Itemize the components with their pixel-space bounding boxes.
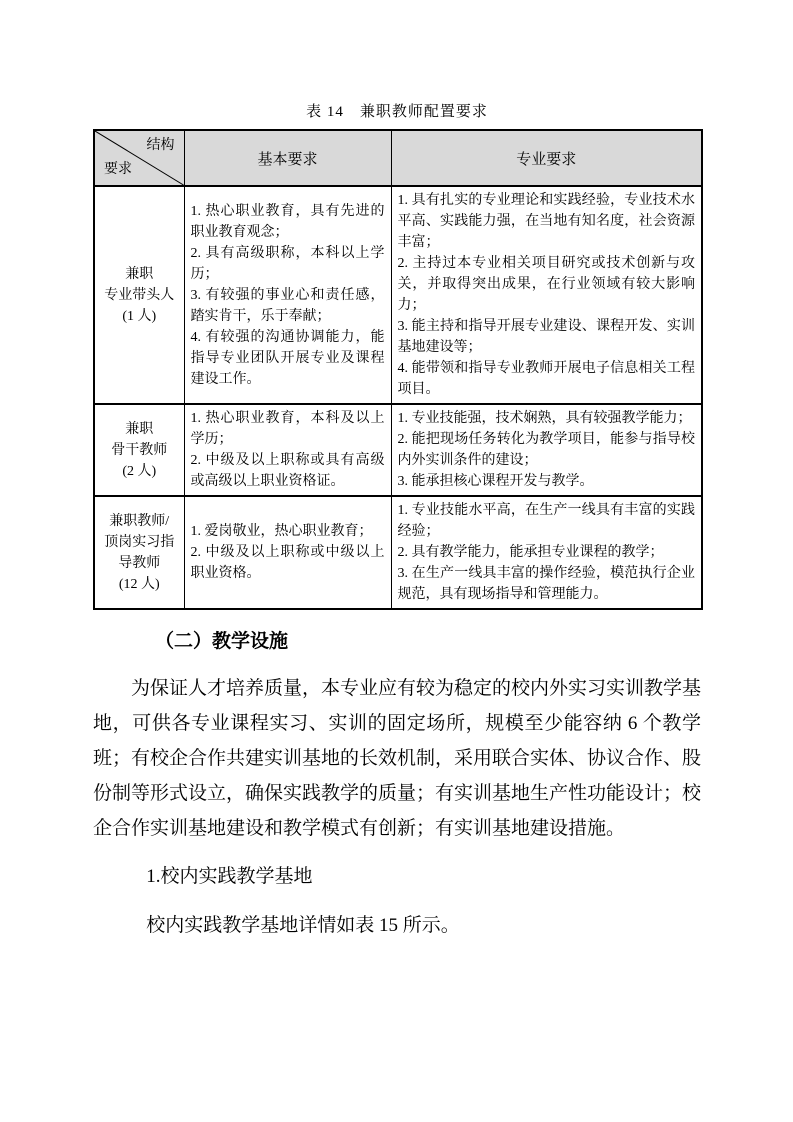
requirement-item: 2. 能把现场任务转化为教学项目，能参与指导校内外实训条件的建设；	[397, 432, 695, 468]
requirement-item: 1. 具有扎实的专业理论和实践经验，专业技术水平高、实践能力强，在当地有知名度，社会资源丰富；	[397, 193, 695, 250]
role-line: 兼职	[125, 421, 154, 437]
basic-requirements-cell	[184, 496, 391, 609]
role-line: 兼职教师/	[109, 513, 170, 529]
professional-requirements-cell	[391, 496, 702, 609]
column-header-basic-requirements: 基本要求	[184, 130, 391, 186]
requirement-item: 2. 具有教学能力，能承担专业课程的教学；	[397, 545, 664, 560]
role-line: 专业带头人	[104, 287, 175, 303]
requirement-item: 3. 在生产一线具丰富的操作经验，模范执行企业规范，具有现场指导和管理能力。	[397, 566, 695, 602]
role-line: (2 人)	[122, 463, 157, 479]
table-header-row	[94, 130, 702, 186]
requirement-item: 1. 专业技能水平高，在生产一线具有丰富的实践经验；	[397, 503, 695, 539]
requirement-item: 2. 具有高级职称，本科以上学历；	[190, 245, 385, 282]
requirement-item: 2. 中级及以上职称或中级以上职业资格。	[190, 545, 385, 581]
role-cell	[94, 404, 184, 496]
requirement-item: 1. 专业技能强，技术娴熟，具有较强教学能力；	[397, 411, 692, 426]
role-line: 骨干教师	[111, 442, 168, 458]
requirement-item: 4. 能带领和指导专业教师开展电子信息相关工程项目。	[397, 361, 695, 397]
table-caption: 表 14 兼职教师配置要求	[306, 104, 488, 120]
body-paragraph: 为保证人才培养质量，本专业应有较为稳定的校内外实习实训教学基地，可供各专业课程实习、实训的固定场所，规模至少能容纳 6 个教学班；有校企合作共建实训基地的长效机制，采用联合实体、协议合作、股份制等形式设立，确保实践教学的质量；有实训基地生产性功能设计；校企合作实训基地建设和教学模式有创新；有实训基地建设措施。	[93, 678, 702, 839]
requirement-item: 2. 主持过本专业相关项目研究或技术创新与攻关，并取得突出成果，在行业领域有较大影响力；	[397, 256, 695, 313]
role-line: 兼职	[125, 266, 154, 282]
sub-item-heading: 1.校内实践教学基地	[146, 866, 313, 887]
closing-line: 校内实践教学基地详情如表 15 所示。	[146, 915, 460, 936]
professional-requirements-cell	[391, 404, 702, 496]
parttime-teacher-requirements-table	[93, 129, 703, 610]
role-cell	[94, 186, 184, 404]
role-line: 顶岗实习指	[104, 534, 175, 550]
requirement-item: 1. 爱岗敬业，热心职业教育；	[190, 524, 373, 539]
basic-requirements-cell	[184, 186, 391, 404]
table-row	[94, 404, 702, 496]
corner-label-structure: 结构	[146, 138, 175, 153]
requirement-item: 2. 中级及以上职称或具有高级或高级以上职业资格证。	[190, 453, 385, 489]
requirement-item: 3. 能承担核心课程开发与教学。	[397, 474, 594, 489]
professional-requirements-cell	[391, 186, 702, 404]
requirement-item: 3. 有较强的事业心和责任感，踏实肯干，乐于奉献；	[190, 287, 385, 324]
role-cell	[94, 496, 184, 609]
role-line: (1 人)	[122, 308, 157, 324]
requirement-item: 3. 能主持和指导开展专业建设、课程开发、实训基地建设等；	[397, 319, 695, 355]
table-row	[94, 186, 702, 404]
column-header-professional-requirements: 专业要求	[391, 130, 702, 186]
requirement-item: 4. 有较强的沟通协调能力，能指导专业团队开展专业及课程建设工作。	[190, 329, 385, 387]
requirement-item: 1. 热心职业教育，具有先进的职业教育观念；	[190, 203, 385, 240]
role-line: (12 人)	[118, 576, 160, 592]
section-heading: （二）教学设施	[155, 631, 289, 652]
corner-label-requirement: 要求	[104, 162, 132, 177]
requirement-item: 1. 热心职业教育，本科及以上学历；	[190, 411, 385, 447]
table-row	[94, 496, 702, 609]
role-line: 导教师	[118, 555, 161, 571]
table-corner-cell	[94, 130, 184, 186]
basic-requirements-cell	[184, 404, 391, 496]
